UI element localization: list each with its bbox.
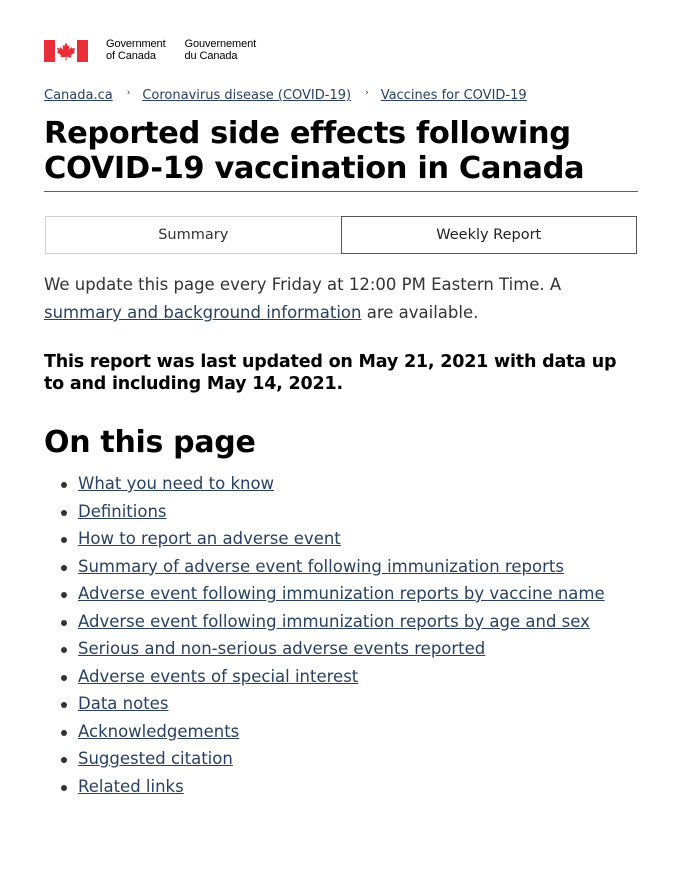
summary-background-link[interactable]: summary and background information — [44, 303, 362, 322]
toc-item — [44, 773, 605, 801]
breadcrumb-separator-icon: › — [365, 88, 369, 98]
toc-item — [44, 580, 605, 608]
signature-en-line1: Government — [106, 38, 166, 50]
canada-flag-icon — [44, 40, 88, 62]
toc-item — [44, 745, 605, 773]
report-tabs — [45, 216, 637, 254]
toc-item — [44, 718, 605, 746]
toc-item — [44, 608, 605, 636]
breadcrumb — [44, 88, 527, 104]
last-updated-notice: This report was last updated on May 21, 2021 with data up to and including May 14, 2021. — [44, 352, 617, 394]
toc-link-how-to-report[interactable]: How to report an adverse event — [78, 529, 341, 548]
toc-link-reports-by-age-sex[interactable]: Adverse event following immunization reports by age and sex — [78, 611, 590, 631]
signature-fr-line1: Gouvernement — [184, 38, 257, 50]
update-schedule-text — [44, 271, 638, 327]
breadcrumb-vaccines[interactable]: Vaccines for COVID-19 — [380, 88, 527, 103]
toc-item — [44, 470, 605, 498]
breadcrumb-separator-icon: › — [126, 88, 131, 98]
signature-french — [185, 38, 257, 62]
toc-link-suggested-citation[interactable]: Suggested citation — [78, 749, 233, 768]
tab-weekly-report[interactable]: Weekly Report — [341, 216, 638, 254]
toc-link-acknowledgements[interactable]: Acknowledgements — [78, 721, 240, 741]
toc-link-what-you-need-to-know[interactable]: What you need to know — [78, 474, 275, 493]
toc-item — [44, 663, 605, 691]
toc-item — [44, 690, 605, 718]
government-signature[interactable] — [44, 38, 256, 64]
toc-link-serious-events[interactable]: Serious and non-serious adverse events reported — [78, 639, 486, 658]
toc-link-summary-reports[interactable]: Summary of adverse event following immunization reports — [78, 556, 564, 576]
toc-link-related-links[interactable]: Related links — [78, 776, 184, 796]
signature-english — [106, 38, 166, 62]
signature-en-line2: of Canada — [106, 50, 156, 62]
toc-link-data-notes[interactable]: Data notes — [78, 694, 169, 713]
page-title: Reported side effects following COVID-19 vaccination in Canada — [44, 116, 585, 186]
intro-text-before: We update this page every Friday at 12:00 PM Eastern Time. A — [44, 275, 562, 294]
toc-item — [44, 525, 605, 553]
breadcrumb-canada-ca[interactable]: Canada.ca — [44, 88, 113, 103]
toc-item — [44, 635, 605, 663]
signature-fr-line2: du Canada — [184, 50, 238, 62]
table-of-contents — [44, 470, 605, 800]
toc-link-special-interest[interactable]: Adverse events of special interest — [78, 666, 359, 686]
toc-item — [44, 553, 605, 581]
breadcrumb-coronavirus[interactable]: Coronavirus disease (COVID-19) — [142, 88, 352, 103]
tab-summary[interactable]: Summary — [45, 216, 341, 254]
title-underline — [44, 191, 638, 192]
toc-link-reports-by-vaccine[interactable]: Adverse event following immunization reports by vaccine name — [78, 584, 605, 603]
toc-link-definitions[interactable]: Definitions — [78, 501, 167, 521]
intro-text-after: are available. — [361, 303, 479, 322]
on-this-page-heading: On this page — [44, 425, 256, 460]
toc-item — [44, 498, 605, 526]
